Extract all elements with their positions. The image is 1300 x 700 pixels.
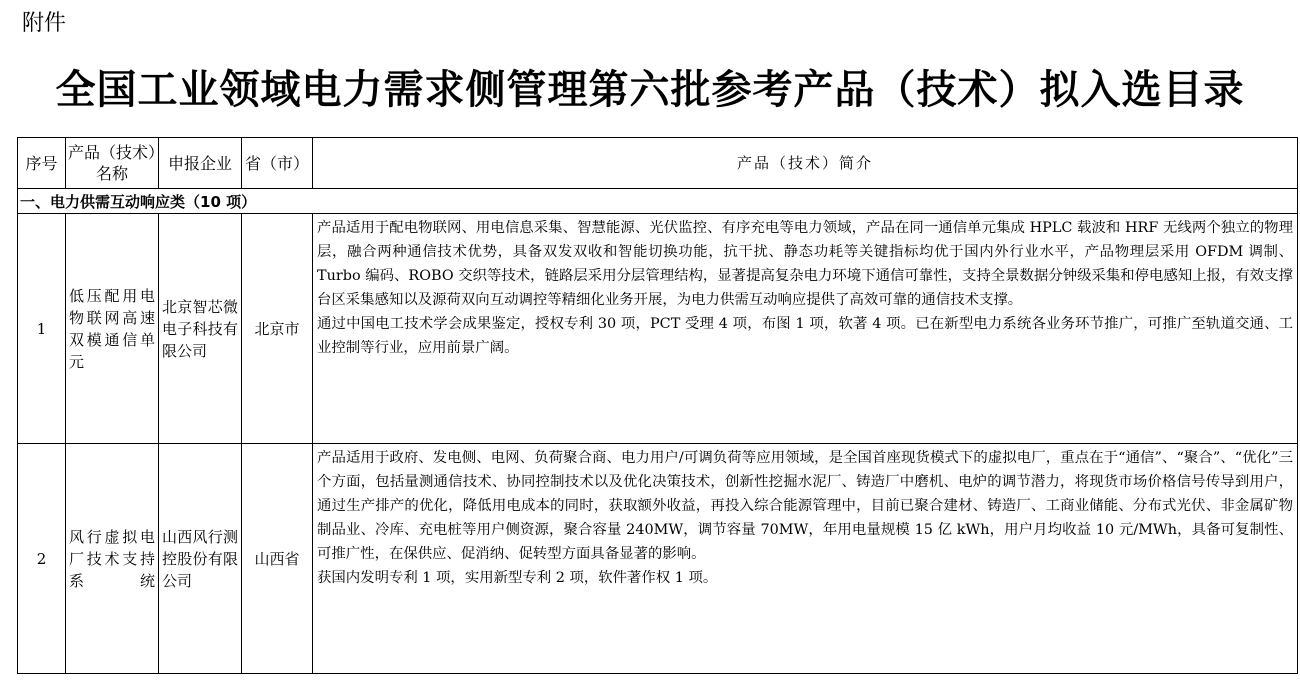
product-catalog-table <box>17 137 1298 674</box>
row-province: 山西省 <box>242 444 313 674</box>
row-product-name: 风行虚拟电厂技术支持系统 <box>66 444 159 674</box>
table-row <box>18 214 1298 444</box>
row-company: 山西风行测控股份有限公司 <box>159 444 242 674</box>
header-company: 申报企业 <box>159 138 242 189</box>
header-product-name: 产品（技术）名称 <box>66 138 159 189</box>
header-province: 省（市） <box>242 138 313 189</box>
row-index: 1 <box>18 214 66 444</box>
row-description-text: 产品适用于政府、发电侧、电网、负荷聚合商、电力用户/可调负荷等应用领域，是全国首座现货模式下的虚拟电厂，重点在于“通信”、“聚合”、“优化”三个方面，包括量测通信技术、协同控制技术以及优化决策技术，创新性挖掘水泥厂、铸造厂中磨机、电炉的调节潜力，将现货市场价格信号传导到用户，通过生产排产的优化，降低用电成本的同时，获取额外收益，再投入综合能源管理中，目前已聚合建材、铸造厂、工商业储能、分布式光伏、非金属矿物制品业、冷库、充电桩等用户侧资源，聚合容量 240MW，调节容量 70MW，年用电量规模 15 亿 kWh，用户月均收益 10 元/MWh，具备可复制性、可推广性，在保供应、促消纳、促转型方面具备显著的影响。 <box>317 450 1293 562</box>
row-province: 北京市 <box>242 214 313 444</box>
row-description <box>313 444 1298 674</box>
document-title: 全国工业领域电力需求侧管理第六批参考产品（技术）拟入选目录 <box>55 66 1245 113</box>
row-description-text: 产品适用于配电物联网、用电信息采集、智慧能源、光伏监控、有序充电等电力领域，产品在同一通信单元集成 HPLC 载波和 HRF 无线两个独立的物理层，融合两种通信技术优势，具备双发双收和智能切换功能，抗干扰、静态功耗等关键指标均优于国内外行业水平，产品物理层采用 OFDM 调制、Turbo 编码、ROBO 交织等技术，链路层采用分层管理结构，显著提高复杂电力环境下通信可靠性，支持全景数据分钟级采集和停电感知上报，有效支撑台区采集感知以及源荷双向互动调控等精细化业务开展，为电力供需互动响应提供了高效可靠的通信技术支撑。 <box>317 220 1293 308</box>
table-header-row <box>18 138 1298 189</box>
row-company: 北京智芯微电子科技有限公司 <box>159 214 242 444</box>
table-row <box>18 444 1298 674</box>
row-achievements: 获国内发明专利 1 项，实用新型专利 2 项，软件著作权 1 项。 <box>317 570 718 586</box>
row-description <box>313 214 1298 444</box>
row-product-name: 低压配用电物联网高速双模通信单元 <box>66 214 159 444</box>
attachment-label: 附件 <box>22 11 67 36</box>
category-row <box>18 189 1298 214</box>
header-index: 序号 <box>18 138 66 189</box>
row-achievements: 通过中国电工技术学会成果鉴定，授权专利 30 项，PCT 受理 4 项，布图 1 项，软著 4 项。已在新型电力系统各业务环节推广，可推广至轨道交通、工业控制等行业，应用前景广阔。 <box>317 316 1293 356</box>
row-index: 2 <box>18 444 66 674</box>
category-label: 一、电力供需互动响应类（10 项） <box>18 189 1298 214</box>
header-description: 产品（技术）简介 <box>313 138 1298 189</box>
